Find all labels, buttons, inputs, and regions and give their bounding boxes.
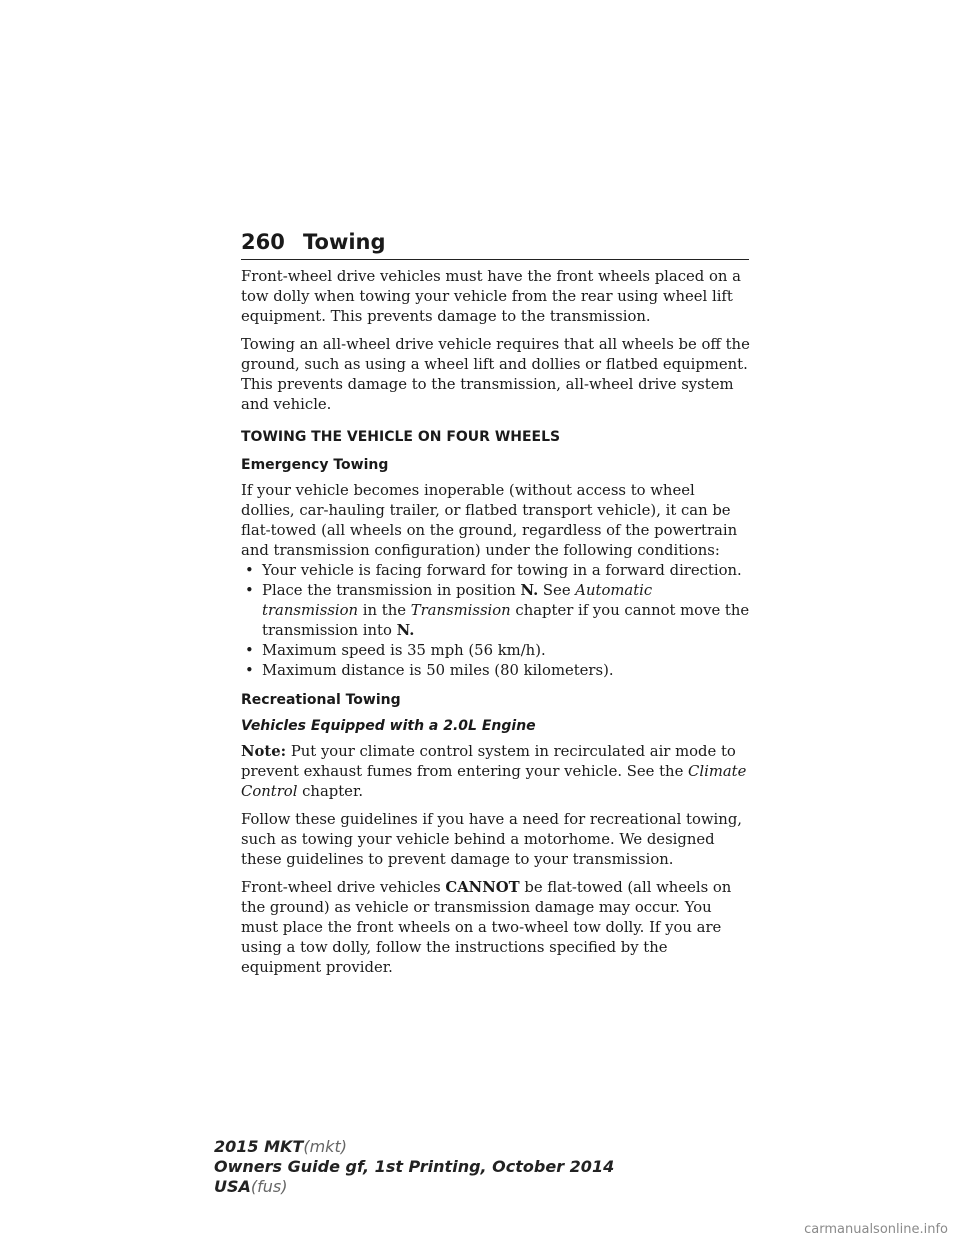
heading-emergency-towing: Emergency Towing bbox=[241, 457, 389, 473]
page-body bbox=[241, 267, 751, 986]
paragraph-all-wheel-drive: Towing an all-wheel drive vehicle requires that all wheels be off the ground, such as using a wheel lift and dollies or flatbed equipment. This prevents damage to the transmission, all-wheel drive system and vehicle. bbox=[241, 336, 750, 413]
bullet-icon: • bbox=[245, 662, 254, 679]
list-item-text: Maximum distance is 50 miles (80 kilometers). bbox=[262, 662, 614, 679]
paragraph-front-wheel-dolly: Front-wheel drive vehicles must have the front wheels placed on a tow dolly when towing your vehicle from the rear using wheel lift equipment. This prevents damage to the transmission. bbox=[241, 268, 741, 325]
footer-market: USA bbox=[214, 1177, 251, 1196]
footer-model: 2015 MKT bbox=[214, 1137, 304, 1156]
heading-towing-four-wheels: TOWING THE VEHICLE ON FOUR WHEELS bbox=[241, 429, 561, 445]
transmission-chapter-reference: Transmission bbox=[410, 602, 511, 619]
footer-printing: Owners Guide gf, 1st Printing, October 2014 bbox=[214, 1157, 615, 1176]
automatic-transmission-reference: Automatic transmission bbox=[262, 582, 653, 619]
watermark: carmanualsonline.info bbox=[804, 1222, 948, 1237]
header-rule bbox=[241, 259, 749, 260]
list-item bbox=[241, 641, 751, 661]
heading-2-0l-engine: Vehicles Equipped with a 2.0L Engine bbox=[241, 718, 536, 734]
climate-control-reference: Climate Control bbox=[241, 763, 747, 800]
paragraph-recreational-guidelines: Follow these guidelines if you have a need for recreational towing, such as towing your vehicle behind a motorhome. We designed these guidelines to prevent damage to your transmission. bbox=[241, 811, 742, 868]
footer-market-code: (fus) bbox=[250, 1177, 288, 1196]
paragraph-cannot-flat-tow bbox=[241, 878, 751, 978]
page-number: 260 bbox=[241, 230, 285, 254]
list-item-text: Place the transmission in position bbox=[262, 582, 521, 599]
conditions-list bbox=[241, 561, 751, 681]
section-title: Towing bbox=[303, 230, 386, 254]
list-item-text: Maximum speed is 35 mph (56 km/h). bbox=[262, 642, 546, 659]
cannot-bold: CANNOT bbox=[445, 879, 520, 896]
list-item bbox=[241, 561, 751, 581]
note-paragraph bbox=[241, 742, 751, 802]
footer-line-model bbox=[214, 1137, 614, 1157]
footer-line-market bbox=[214, 1177, 614, 1197]
list-item bbox=[241, 661, 751, 681]
note-label: Note: bbox=[241, 743, 287, 760]
print-footer bbox=[214, 1137, 614, 1197]
bullet-icon: • bbox=[245, 642, 254, 659]
list-item-text: Your vehicle is facing forward for towing in a forward direction. bbox=[262, 562, 742, 579]
paragraph-inoperable-conditions: If your vehicle becomes inoperable (without access to wheel dollies, car-hauling trailer, or flatbed transport vehicle), it can be flat-towed (all wheels on the ground, regardless of the powertrain and transmission configuration) under the following conditions: bbox=[241, 482, 738, 559]
heading-recreational-towing: Recreational Towing bbox=[241, 692, 401, 708]
page-header bbox=[241, 230, 749, 262]
paragraph-text: be flat-towed (all wheels on the ground) as vehicle or transmission damage may occur. You must place the front wheels on a two-wheel tow dolly. If you are using a tow dolly, follow the instructions specified by the equipment provider. bbox=[241, 879, 732, 976]
paragraph-text: Front-wheel drive vehicles bbox=[241, 879, 446, 896]
position-n-bold: N. bbox=[520, 582, 539, 599]
footer-model-code: (mkt) bbox=[303, 1137, 347, 1156]
note-text: Put your climate control system in recirculated air mode to prevent exhaust fumes from entering your vehicle. See the bbox=[241, 743, 736, 780]
list-item bbox=[241, 581, 751, 641]
list-item-text: See bbox=[538, 582, 576, 599]
bullet-icon: • bbox=[245, 582, 254, 599]
list-item-text: in the bbox=[358, 602, 411, 619]
bullet-icon: • bbox=[245, 562, 254, 579]
position-n-bold: N. bbox=[396, 622, 415, 639]
note-text: chapter. bbox=[297, 783, 364, 800]
list-item-text: chapter if you cannot move the transmission into bbox=[262, 602, 750, 639]
